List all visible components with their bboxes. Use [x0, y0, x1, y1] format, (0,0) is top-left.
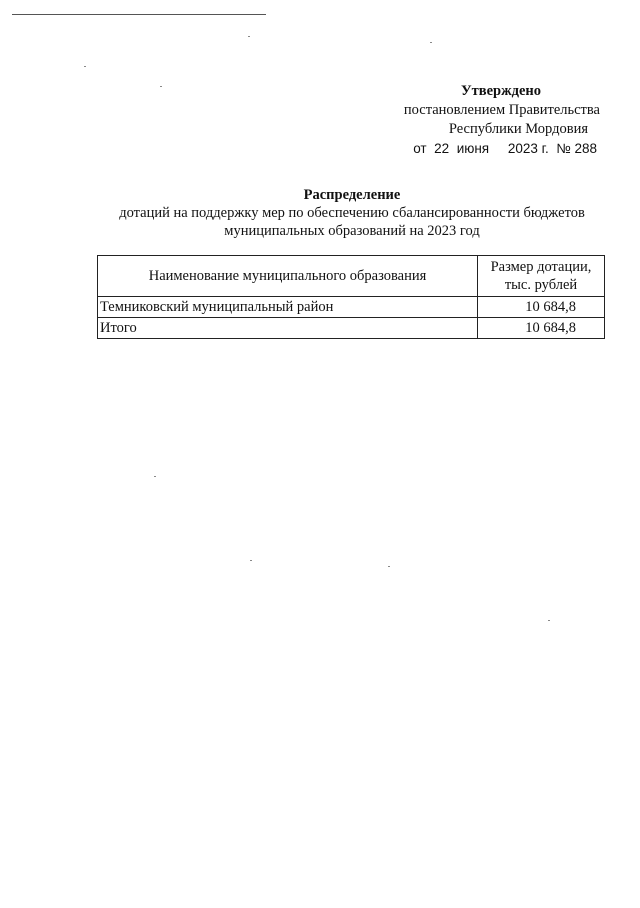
scan-speck — [248, 36, 250, 37]
total-label: Итого — [98, 318, 478, 339]
scan-speck — [548, 620, 550, 621]
approval-line-republic: Республики Мордовия — [448, 121, 588, 137]
distribution-table — [97, 255, 605, 339]
scan-speck — [430, 42, 432, 43]
table-row — [98, 297, 605, 318]
scan-speck — [84, 66, 86, 67]
row-subsidy-amount: 10 684,8 — [478, 297, 605, 318]
date-month: июня — [456, 141, 490, 156]
number-prefix: № — [556, 141, 571, 156]
scan-artifact-line — [12, 14, 266, 15]
scan-speck — [160, 86, 162, 87]
scan-speck — [154, 476, 156, 477]
document-heading — [96, 186, 608, 240]
scan-speck — [388, 566, 390, 567]
header-subsidy-amount — [478, 256, 605, 297]
header-amount-line1: Размер дотации, — [490, 259, 592, 275]
row-municipality-name: Темниковский муниципальный район — [98, 297, 478, 318]
document-number: 288 — [574, 141, 597, 156]
header-municipality-name: Наименование муниципального образования — [98, 256, 478, 297]
approval-title: Утверждено — [461, 83, 541, 99]
total-amount: 10 684,8 — [478, 318, 605, 339]
heading-line-municipalities: муниципальных образований на 2023 год — [224, 223, 480, 239]
heading-line-subsidies: дотаций на поддержку мер по обеспечению сбалансированности бюджетов — [119, 205, 585, 221]
header-amount-line2: тыс. рублей — [504, 277, 578, 293]
table-header-row — [98, 256, 605, 297]
approval-date-number — [360, 139, 600, 158]
date-prefix: от — [413, 141, 427, 156]
date-year: 2023 г. — [507, 141, 549, 156]
date-day: 22 — [434, 141, 450, 156]
approval-line-government: постановлением Правительства — [403, 102, 600, 118]
approval-stamp-block — [360, 82, 600, 158]
table-total-row — [98, 318, 605, 339]
scan-speck — [250, 560, 252, 561]
heading-title: Распределение — [303, 187, 401, 203]
